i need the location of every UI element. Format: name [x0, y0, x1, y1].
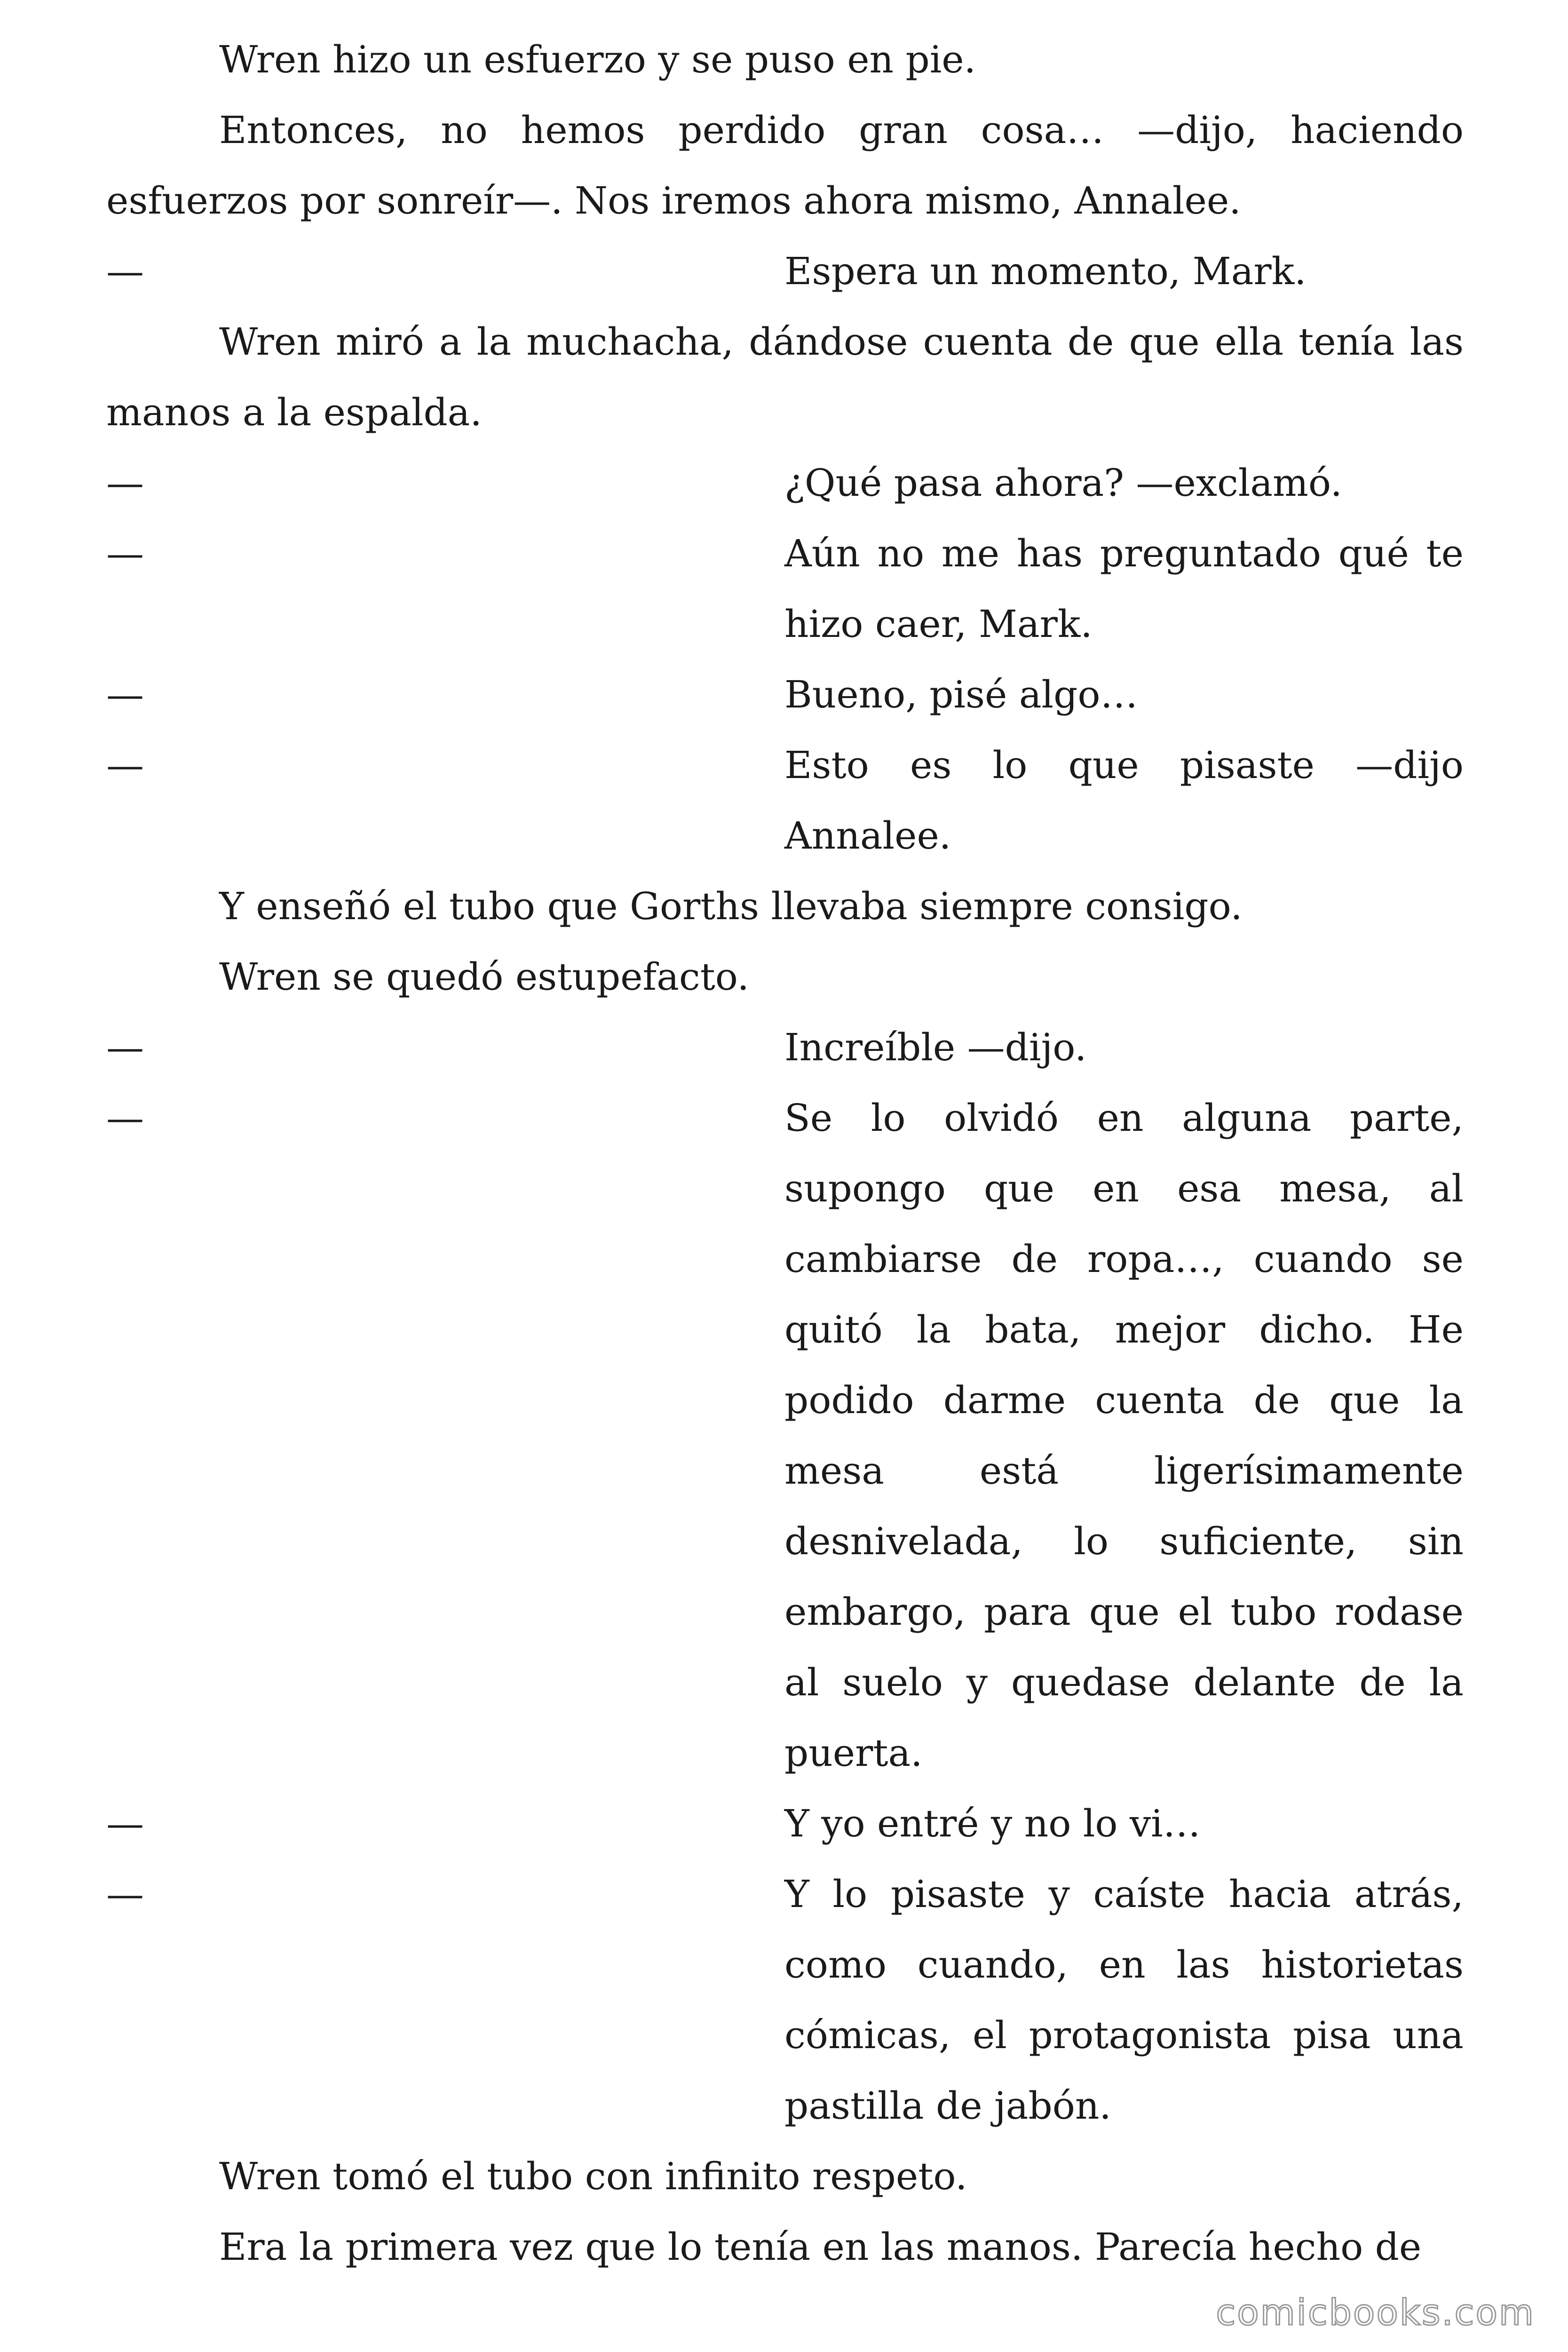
dialogue-text: Esto es lo que pisaste —dijo Annalee.: [784, 743, 1464, 858]
dialogue-text: Y yo entré y no lo vi…: [784, 1802, 1201, 1845]
page-body: [106, 24, 1464, 2282]
dialogue-text: Aún no me has preguntado qué te hizo caer, Mark.: [784, 532, 1464, 646]
paragraph: Wren tomó el tubo con infinito respeto.: [219, 2154, 967, 2198]
dialogue-dash: —: [106, 673, 144, 716]
dialogue-dash: —: [106, 743, 144, 787]
dialogue-dash: —: [106, 1096, 144, 1140]
paragraph: Wren miró a la muchacha, dándose cuenta de que ella tenía las manos a la espalda.: [106, 320, 1464, 434]
dialogue-dash: —: [106, 249, 144, 293]
paragraph: Wren hizo un esfuerzo y se puso en pie.: [219, 38, 976, 81]
dialogue-dash: —: [106, 461, 144, 505]
paragraph: Y enseñó el tubo que Gorths llevaba siempre consigo.: [219, 884, 1243, 928]
dialogue-text: Y lo pisaste y caíste hacia atrás, como cuando, en las historietas cómicas, el protagonista pisa una pastilla de jabón.: [784, 1872, 1464, 2128]
dialogue-line: [106, 1012, 1464, 1083]
dialogue-line: [106, 730, 1464, 871]
dialogue-text: Bueno, pisé algo…: [784, 673, 1138, 716]
dialogue-line: [106, 1083, 1464, 1788]
dialogue-dash: —: [106, 532, 144, 575]
dialogue-text: Se lo olvidó en alguna parte, supongo que en esa mesa, al cambiarse de ropa…, cuando se quitó la bata, mejor dicho. He podido darme cuenta de que la mesa está ligerísimamente desnivelada, lo suficiente, sin embargo, para que el tubo rodase al suelo y quedase delante de la puerta.: [784, 1096, 1464, 1775]
dialogue-line: [106, 660, 1464, 730]
dialogue-dash: —: [106, 1872, 144, 1916]
dialogue-line: [106, 448, 1464, 518]
dialogue-text: Increíble —dijo.: [784, 1025, 1087, 1069]
paragraph: Entonces, no hemos perdido gran cosa… —dijo, haciendo esfuerzos por sonreír—. Nos iremos ahora mismo, Annalee.: [106, 108, 1464, 222]
dialogue-line: [106, 236, 1464, 307]
dialogue-dash: —: [106, 1802, 144, 1845]
paragraph: Era la primera vez que lo tenía en las manos. Parecía hecho de: [219, 2225, 1422, 2269]
dialogue-line: [106, 518, 1464, 660]
watermark: comicbooks.com: [1216, 2291, 1535, 2333]
dialogue-text: Espera un momento, Mark.: [784, 249, 1307, 293]
dialogue-text: ¿Qué pasa ahora? —exclamó.: [784, 461, 1343, 505]
dialogue-line: [106, 1859, 1464, 2141]
dialogue-line: [106, 1788, 1464, 1859]
dialogue-dash: —: [106, 1025, 144, 1069]
paragraph: Wren se quedó estupefacto.: [219, 955, 749, 999]
